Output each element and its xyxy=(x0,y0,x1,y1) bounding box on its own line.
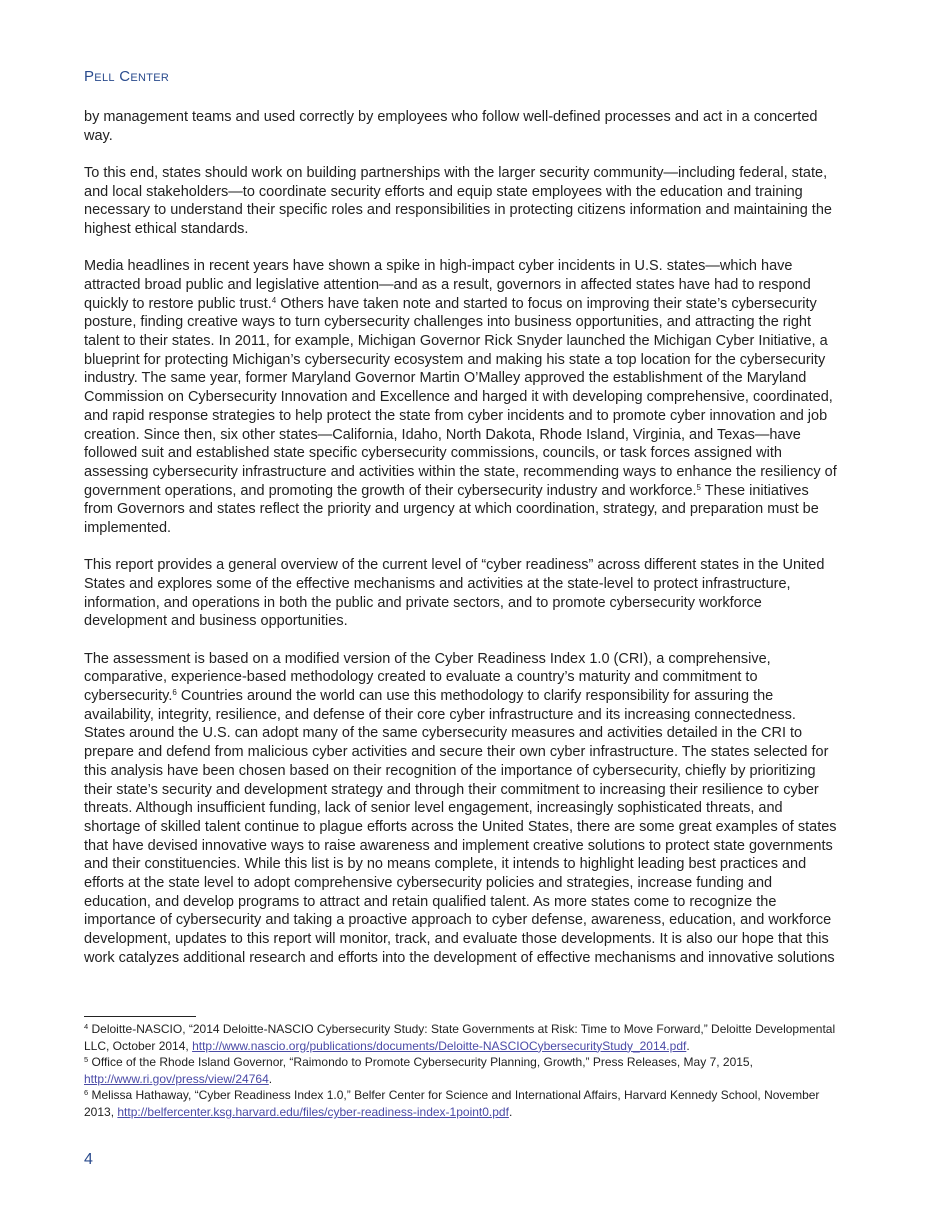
body-text xyxy=(84,108,840,986)
footnote-divider xyxy=(84,1016,196,1017)
footnote-ref-6[interactable]: 6 xyxy=(172,687,177,697)
footnote-6: $^6$ Melissa Hathaway, “Cyber Readiness Index 1.0,” Belfer Center for Science and International Affairs, Harvard Kennedy School, November 2013, http://belfercenter.ksg.harvard.edu/files/cyber-readiness-index-1point0.pdf. xyxy=(84,1088,820,1119)
footnote-6-link[interactable]: http://belfercenter.ksg.harvard.edu/files/cyber-readiness-index-1point0.pdf xyxy=(117,1104,509,1119)
paragraph-5: The assessment is based on a modified version of the Cyber Readiness Index 1.0 (CRI), a comprehensive, comparative, experience-based methodology created to evaluate a country’s maturity and commitment to cybersecurity.$^6$ Countries around the world can use this methodology to clarify responsibility for assuring the availability, integrity, resilience, and defense of their core cyber infrastructure and its increasing connectedness. States around the U.S. can adopt many of the same cybersecurity measures and activities detailed in the CRI to prepare and defend from malicious cyber activities and secure their own cyber infrastructure. The states selected for this analysis have been chosen based on their recognition of the importance of cybersecurity, chiefly by prioritizing their state’s security and development strategy and through their commitment to increasing their resilience to cyber threats. Although insufficient funding, lack of senior level engagement, increasingly sophisticated threats, and shortage of skilled talent continue to plague efforts across the United States, there are some great examples of states that have devised innovative ways to raise awareness and implement creative solutions to protect state governments and their constituencies. While this list is by no means complete, it intends to highlight leading best practices and efforts at the state level to adopt comprehensive cybersecurity policies and strategies, increase funding and education, and develop programs to attract and retain qualified talent. As more states come to recognize the importance of cybersecurity and taking a proactive approach to cyber defense, awareness, education, and workforce development, updates to this report will monitor, track, and evaluate those developments. It is also our hope that this work catalyzes additional research and efforts into the development of effective mechanisms and innovative solutions xyxy=(84,650,837,966)
footnote-4-link[interactable]: http://www.nascio.org/publications/documents/Deloitte-NASCIOCybersecurityStudy_2014.pdf xyxy=(192,1038,687,1053)
paragraph-3: Media headlines in recent years have shown a spike in high-impact cyber incidents in U.S. states—which have attracted broad public and legislative attention—and as a result, governors in affected states have had to respond quickly to restore public trust.$^4$ Others have taken note and started to focus on improving their state’s cybersecurity posture, finding creative ways to turn cybersecurity challenges into business opportunities, and attracting the right talent to their states. In 2011, for example, Michigan Governor Rick Snyder launched the Michigan Cyber Initiative, a blueprint for protecting Michigan’s cybersecurity ecosystem and making his state a top location for the cybersecurity industry. The same year, former Maryland Governor Martin O’Malley approved the establishment of the Maryland Commission on Cybersecurity Innovation and Excellence and harged it with developing comprehensive, coordinated, and rapid response strategies to help protect the state from cyber incidents and to promote cyber innovation and job creation. Since then, six other states—California, Idaho, North Dakota, Rhode Island, Virginia, and Texas—have followed suit and established state specific cybersecurity commissions, councils, or task forces assigned with assessing cybersecurity infrastructure and activities within the state, recommending ways to enhance the resiliency of government operations, and promoting the growth of their cybersecurity industry and workforce.$^5$ These initiatives from Governors and states reflect the priority and urgency at which coordination, strategy, and preparation must be implemented. xyxy=(84,258,837,537)
paragraph-2: To this end, states should work on building partnerships with the larger security community—including federal, state, and local stakeholders—to coordinate security efforts and equip state employees with the education and training necessary to understand their specific roles and responsibilities in protecting citizens information and maintaining the highest ethical standards. xyxy=(84,164,832,238)
footnotes xyxy=(84,1021,844,1121)
page-number: 4 xyxy=(84,1151,93,1168)
footnote-ref-4[interactable]: 4 xyxy=(271,295,277,305)
footnote-5-link[interactable]: http://www.ri.gov/press/view/24764 xyxy=(84,1071,269,1086)
footnote-ref-5[interactable]: 5 xyxy=(696,482,701,492)
paragraph-4: This report provides a general overview of the current level of “cyber readiness” across different states in the United States and explores some of the effective mechanisms and activities at the state-level to protect infrastructure, information, and operations in both the public and private sectors, and to promote cybersecurity workforce development and business opportunities. xyxy=(84,557,825,630)
running-header: Pell Center xyxy=(84,68,170,85)
paragraph-1: by management teams and used correctly by employees who follow well-defined processes and act in a concerted way. xyxy=(84,109,818,144)
footnote-4: $^4$ Deloitte-NASCIO, “2014 Deloitte-NASCIO Cybersecurity Study: State Governments at Risk: Time to Move Forward,” Deloitte Developmental LLC, October 2014, http://www.nascio.org/publications/documents/Deloitte-NASCIOCybersecurityStudy_2014.pdf. xyxy=(84,1022,836,1053)
footnote-5: $^5$ Office of the Rhode Island Governor, “Raimondo to Promote Cybersecurity Planning, Growth,” Press Releases, May 7, 2015, http://www.ri.gov/press/view/24764. xyxy=(84,1055,753,1086)
